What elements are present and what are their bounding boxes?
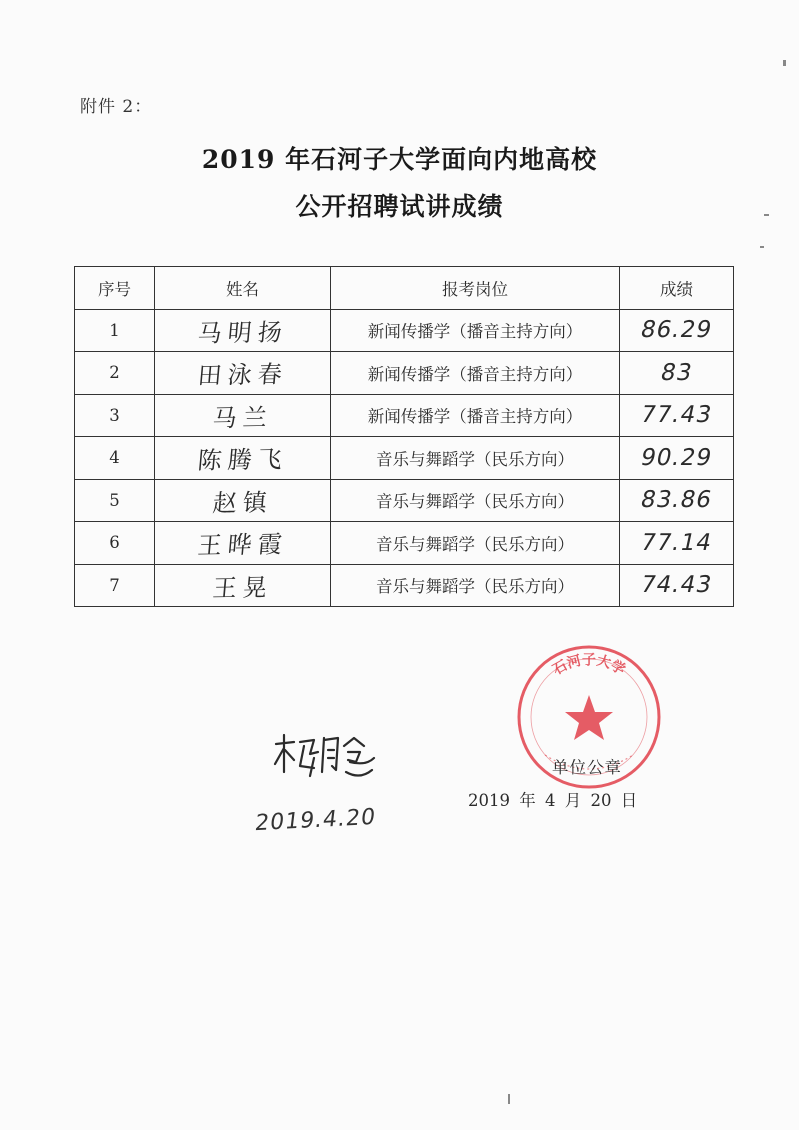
- scan-speck: [764, 214, 769, 216]
- table-row: [75, 394, 734, 437]
- row-number: 5: [75, 479, 155, 522]
- table-row: [75, 564, 734, 607]
- row-number: 4: [75, 437, 155, 480]
- handwritten-score: 77.43: [638, 402, 715, 429]
- attachment-label: 附件 2：: [80, 97, 153, 117]
- row-position: 音乐与舞蹈学（民乐方向）: [331, 437, 620, 480]
- handwritten-signature: [270, 732, 380, 787]
- handwritten-name: 马明扬: [195, 317, 289, 348]
- svg-text:石河子大学: [550, 652, 628, 679]
- row-number: 1: [75, 309, 155, 352]
- row-number: 7: [75, 564, 155, 607]
- handwritten-name: 马兰: [211, 403, 274, 433]
- row-position: 音乐与舞蹈学（民乐方向）: [331, 522, 620, 565]
- scan-speck: [783, 60, 786, 66]
- table-row: [75, 437, 734, 480]
- row-number: 2: [75, 352, 155, 395]
- col-header-position: 报考岗位: [331, 267, 620, 310]
- row-position: 音乐与舞蹈学（民乐方向）: [331, 479, 620, 522]
- scan-speck: [508, 1094, 510, 1104]
- handwritten-name: 王晔霞: [195, 530, 289, 561]
- handwritten-signature-date: 2019.4.20: [253, 804, 378, 837]
- handwritten-score: 86.29: [638, 317, 715, 344]
- handwritten-score: 83.86: [638, 487, 715, 514]
- seal-label: 单位公章: [552, 758, 622, 777]
- handwritten-score: 74.43: [638, 572, 715, 599]
- col-header-score: 成绩: [620, 267, 734, 310]
- handwritten-score: 77.14: [638, 529, 715, 556]
- document-date: 2019 年 4 月 20 日: [468, 791, 638, 810]
- table-header-row: [75, 267, 734, 310]
- document-title-line2: 公开招聘试讲成绩: [295, 192, 504, 221]
- table-row: [75, 352, 734, 395]
- seal-text: 石河子大学: [550, 652, 628, 679]
- table-row: [75, 522, 734, 565]
- row-position: 新闻传播学（播音主持方向）: [331, 309, 620, 352]
- row-position: 音乐与舞蹈学（民乐方向）: [331, 564, 620, 607]
- row-number: 3: [75, 394, 155, 437]
- handwritten-name: 王晃: [211, 573, 274, 603]
- scores-table: [74, 266, 734, 607]
- row-position: 新闻传播学（播音主持方向）: [331, 394, 620, 437]
- row-number: 6: [75, 522, 155, 565]
- row-position: 新闻传播学（播音主持方向）: [331, 352, 620, 395]
- seal-star-icon: [565, 695, 613, 740]
- col-header-name: 姓名: [155, 267, 331, 310]
- handwritten-score: 90.29: [638, 444, 715, 471]
- table-row: [75, 479, 734, 522]
- col-header-number: 序号: [75, 267, 155, 310]
- handwritten-score: 83: [658, 359, 695, 386]
- document-title-line1: 2019 年石河子大学面向内地高校: [201, 145, 598, 174]
- handwritten-name: 陈腾飞: [195, 445, 289, 476]
- handwritten-name: 赵镇: [211, 488, 274, 518]
- scan-speck: [760, 246, 764, 248]
- handwritten-name: 田泳春: [195, 360, 289, 391]
- table-row: [75, 309, 734, 352]
